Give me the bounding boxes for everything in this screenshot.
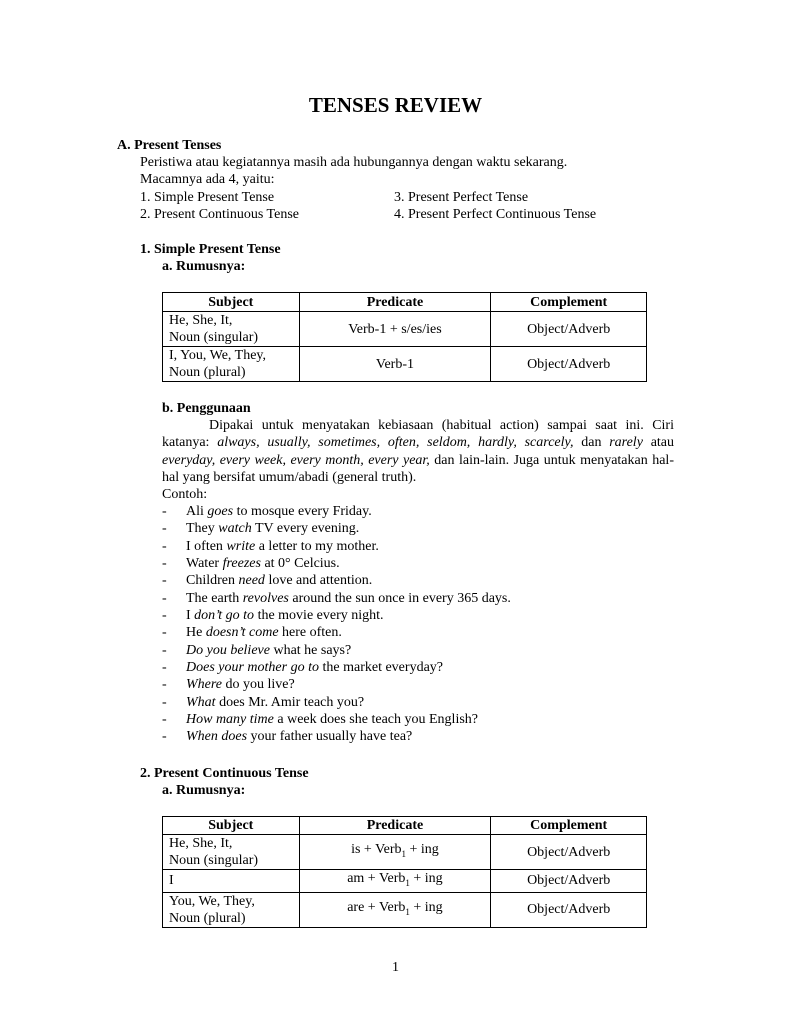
list-item: - He doesn’t come here often.	[162, 625, 342, 641]
section-1-heading: 1. Simple Present Tense	[140, 242, 281, 257]
table-row	[163, 835, 647, 870]
tense-list-item: 3. Present Perfect Tense	[394, 190, 529, 205]
subject-line: You, We, They,	[169, 893, 255, 909]
subject-line: I, You, We, They,	[169, 348, 267, 363]
table-row	[163, 870, 647, 893]
example-list	[162, 503, 511, 746]
section-1-rumus-label: a. Rumusnya:	[162, 259, 246, 274]
complement-cell: Object/Adverb	[491, 870, 647, 893]
usage-paragraph	[162, 417, 674, 486]
table-row	[163, 892, 647, 927]
section-a-line1: Peristiwa atau kegiatannya masih ada hubungannya dengan waktu sekarang.	[140, 155, 568, 170]
usage-text: atau	[642, 435, 675, 451]
subject-line: I	[169, 873, 174, 889]
predicate-cell: are + Verb$_1$ + ing	[299, 892, 491, 927]
table-header: Complement	[491, 817, 647, 835]
list-item: - Ali goes to mosque every Friday.	[162, 504, 372, 519]
page-number: 1	[392, 960, 399, 975]
contoh-label: Contoh:	[162, 487, 208, 502]
list-item: - Children need love and attention.	[162, 573, 373, 589]
simple-present-formula-table	[162, 292, 647, 382]
complement-cell: Object/Adverb	[491, 347, 647, 382]
tense-list-item: 2. Present Continuous Tense	[140, 207, 299, 222]
list-item: - Do you believe what he says?	[162, 642, 352, 658]
subject-cell	[163, 870, 300, 893]
usage-keywords: rarely	[609, 435, 643, 451]
table-row	[163, 347, 647, 382]
predicate-cell: is + Verb$_1$ + ing	[299, 835, 491, 870]
usage-text: dan	[573, 435, 610, 451]
subject-cell	[163, 312, 300, 347]
table-header: Subject	[163, 293, 300, 312]
list-item: - What does Mr. Amir teach you?	[162, 694, 365, 710]
subject-line: Noun (plural)	[169, 910, 246, 926]
table-row	[163, 312, 647, 347]
list-item: - Water freezes at 0° Celcius.	[162, 556, 340, 572]
section-a-heading: A. Present Tenses	[117, 138, 222, 153]
table-header: Predicate	[299, 817, 491, 835]
list-item: - I often write a letter to my mother.	[162, 538, 379, 554]
subject-line: Noun (singular)	[169, 330, 259, 345]
section-2-heading: 2. Present Continuous Tense	[140, 766, 309, 781]
list-item: - Does your mother go to the market everyday?	[162, 660, 443, 676]
subject-line: Noun (plural)	[169, 365, 246, 380]
present-continuous-formula-table	[162, 816, 647, 928]
list-item: - I don’t go to the movie every night.	[162, 608, 384, 624]
usage-text: dan lain-lain. Juga untuk menyatakan hal-hal yang bersifat umum/abadi (general truth).	[162, 452, 674, 485]
table-header: Predicate	[299, 293, 491, 312]
section-a-line2: Macamnya ada 4, yaitu:	[140, 172, 275, 187]
list-item: - The earth revolves around the sun once in every 365 days.	[162, 590, 511, 606]
predicate-cell: am + Verb$_1$ + ing	[299, 870, 491, 893]
complement-cell: Object/Adverb	[491, 835, 647, 870]
list-item: - When does your father usually have tea?	[162, 729, 413, 745]
list-item: - How many time a week does she teach you English?	[162, 712, 478, 728]
tense-list-item: 4. Present Perfect Continuous Tense	[394, 207, 597, 222]
list-item: - They watch TV every evening.	[162, 521, 360, 537]
usage-keywords: always, usually, sometimes, often, seldom, hardly, scarcely,	[217, 435, 574, 451]
subject-cell	[163, 835, 300, 870]
page-title: TENSES REVIEW	[308, 93, 483, 117]
section-1-usage-label: b. Penggunaan	[162, 401, 251, 416]
predicate-cell: Verb-1	[299, 347, 491, 382]
tense-list-item: 1. Simple Present Tense	[140, 190, 275, 205]
complement-cell: Object/Adverb	[491, 312, 647, 347]
predicate-cell: Verb-1 + s/es/ies	[299, 312, 491, 347]
usage-keywords: everyday, every week, every month, every year,	[162, 452, 430, 468]
list-item: - Where do you live?	[162, 677, 295, 693]
complement-cell: Object/Adverb	[491, 892, 647, 927]
section-2-rumus-label: a. Rumusnya:	[162, 783, 246, 798]
subject-line: He, She, It,	[169, 313, 233, 328]
subject-line: He, She, It,	[169, 836, 233, 851]
table-header: Subject	[163, 817, 300, 835]
table-header: Complement	[491, 293, 647, 312]
subject-line: Noun (singular)	[169, 853, 259, 868]
subject-cell	[163, 347, 300, 382]
usage-text: Dipakai untuk menyatakan kebiasaan (habitual action) sampai saat ini. Ciri katanya:	[162, 418, 674, 451]
subject-cell	[163, 892, 300, 927]
